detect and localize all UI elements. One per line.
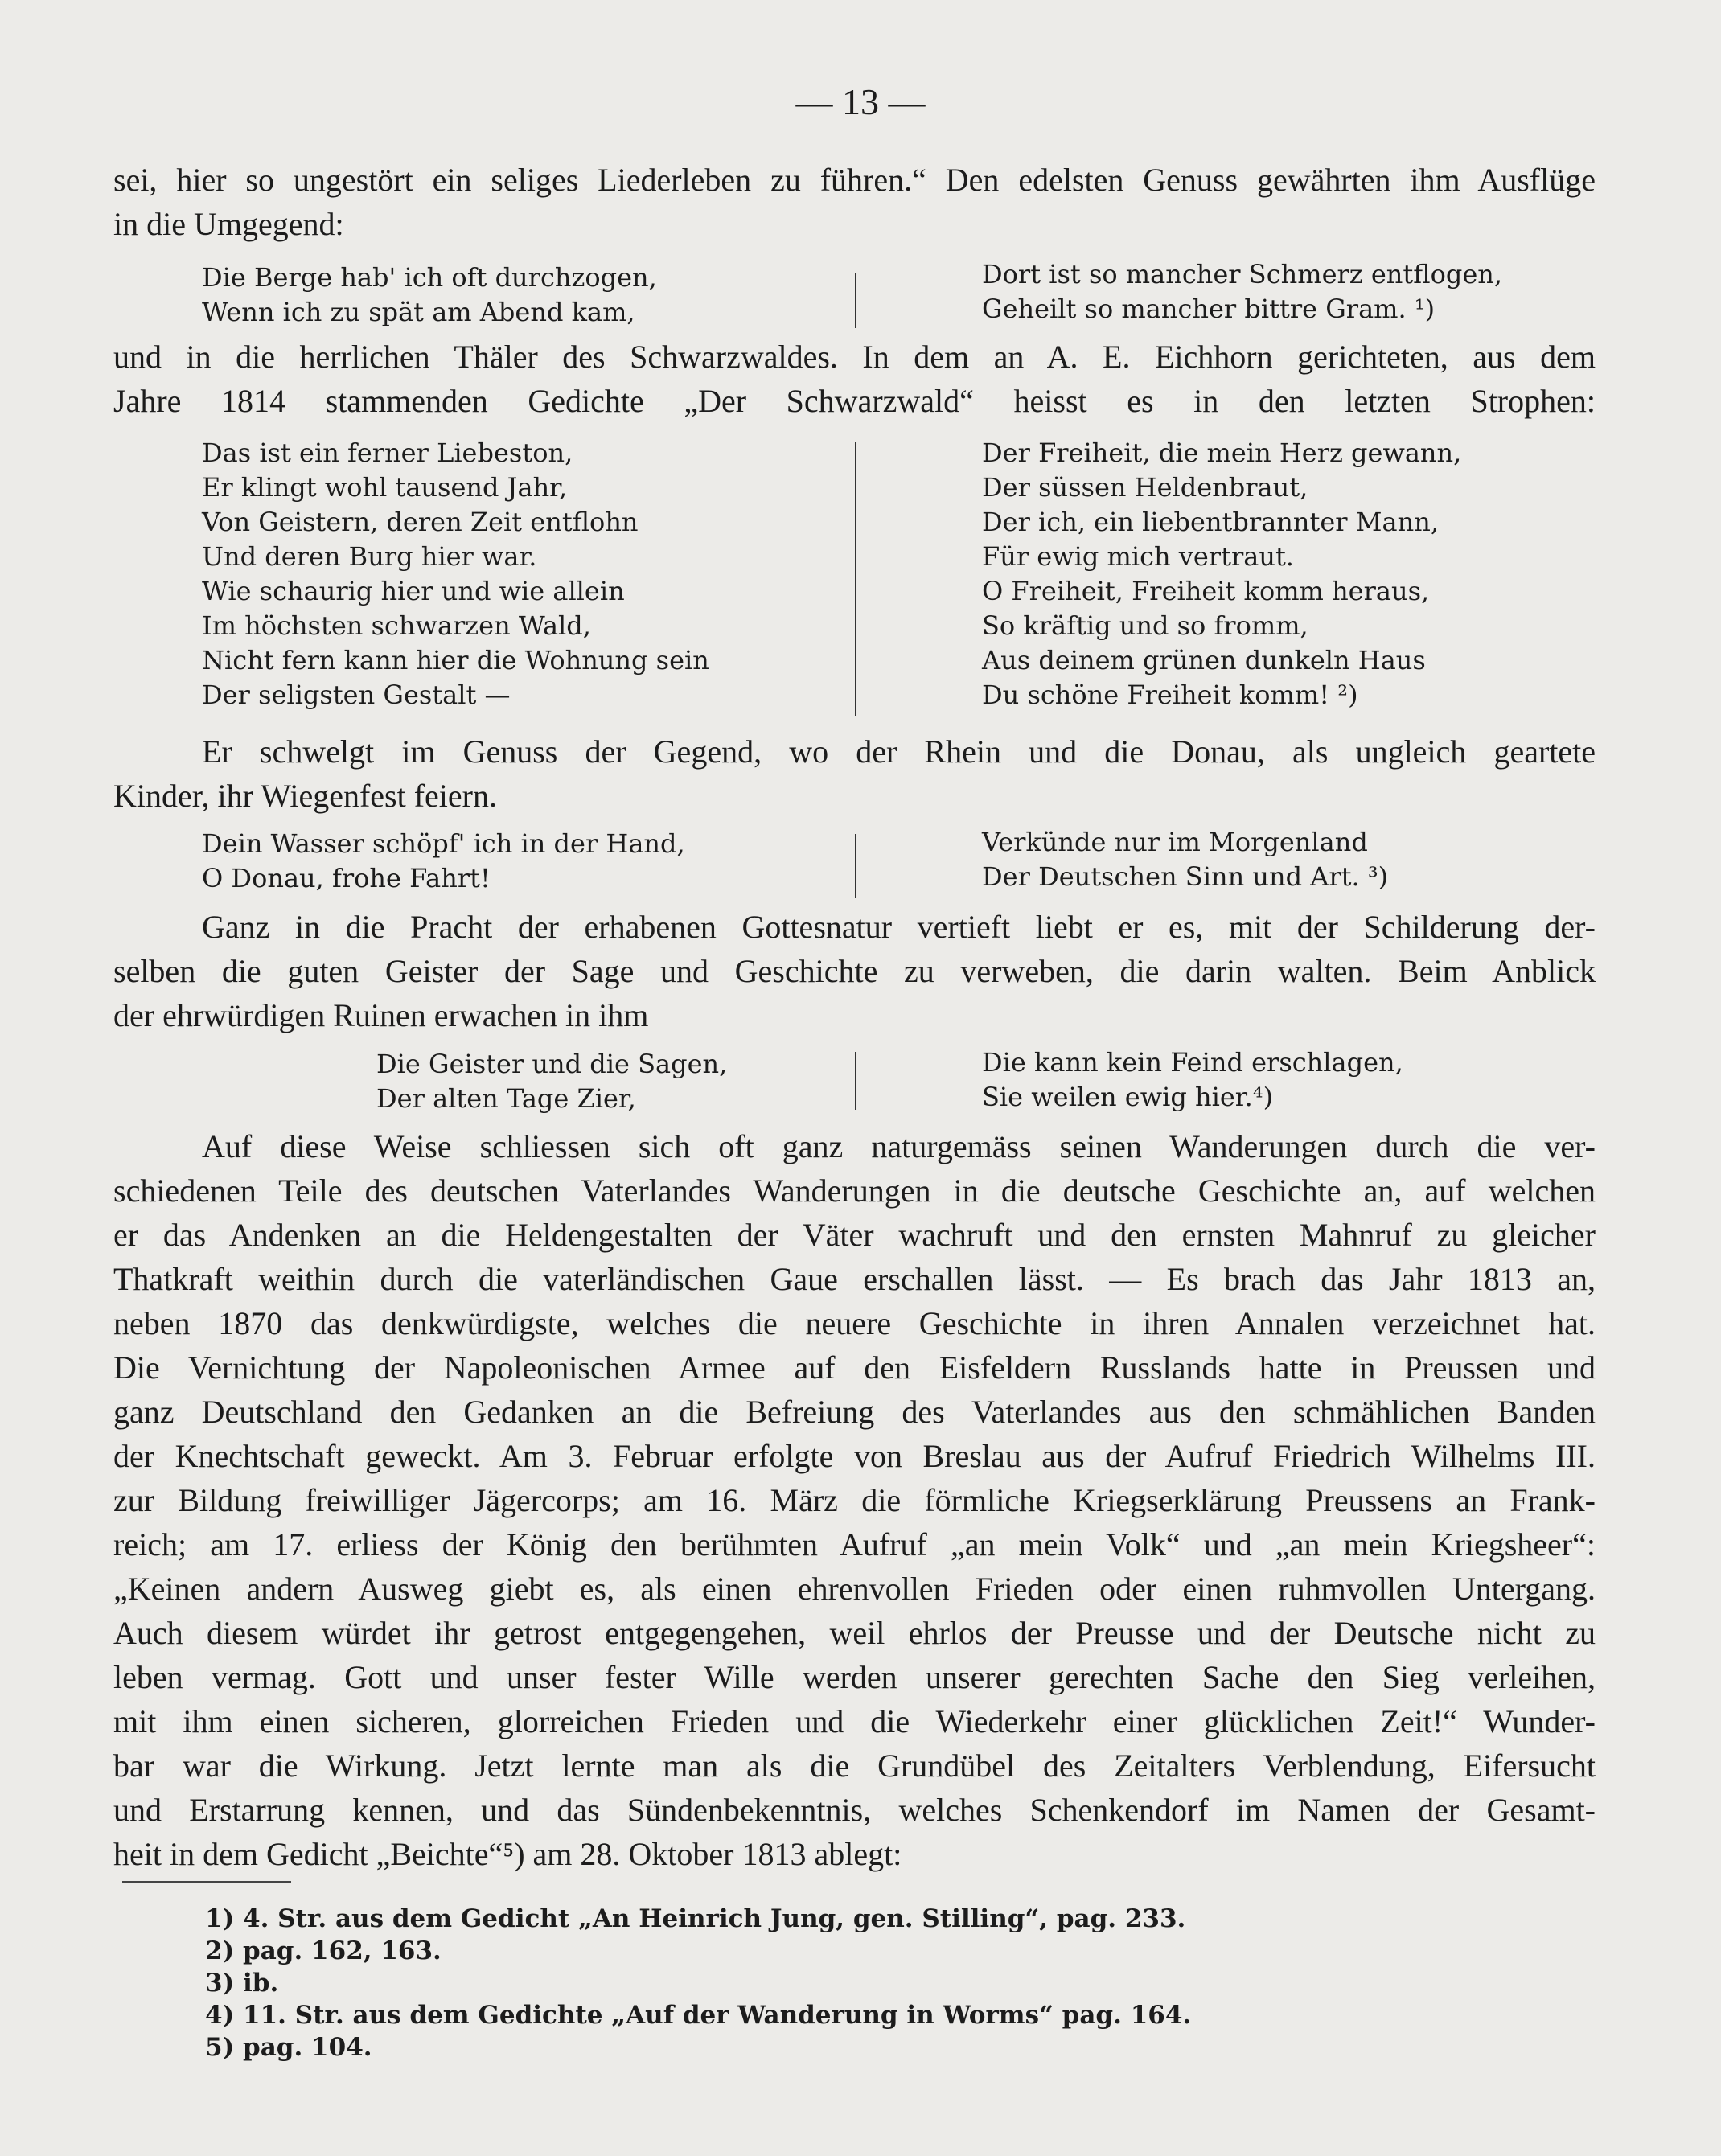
text-line: heit in dem Gedicht „Beichte“⁵) am 28. Oktober 1813 ablegt: <box>113 1836 902 1872</box>
paragraph-3 <box>113 729 1596 818</box>
text-line: schiedenen Teile des deutschen Vaterlandes Wanderungen in die deutsche Geschichte an, auf welchen <box>113 1172 1596 1209</box>
verse-line: Der süssen Heldenbraut, <box>982 472 1308 503</box>
verse-line: Von Geistern, deren Zeit entflohn <box>202 507 639 537</box>
text-line: Auch diesem würdet ihr getrost entgegengehen, weil ehrlos der Preusse und der Deutsche nicht zu <box>113 1615 1596 1651</box>
verse-line: Der Deutschen Sinn und Art. ³) <box>982 861 1389 892</box>
text-line: und in die herrlichen Thäler des Schwarzwaldes. In dem an A. E. Eichhorn gerichteten, aus dem <box>113 339 1596 375</box>
text-line: Er schwelgt im Genuss der Gegend, wo der Rhein und die Donau, als ungleich geartete <box>202 733 1596 770</box>
verse-line: O Donau, frohe Fahrt! <box>202 863 491 893</box>
verse-line: Wenn ich zu spät am Abend kam, <box>202 297 635 327</box>
text-line: sei, hier so ungestört ein seliges Liederleben zu führen.“ Den edelsten Genuss gewährten ihm Ausflüge <box>113 162 1596 198</box>
text-line: in die Umgegend: <box>113 206 344 242</box>
text-line: Die Vernichtung der Napoleonischen Armee auf den Eisfeldern Russlands hatte in Preussen und <box>113 1349 1596 1386</box>
footnote: 3) ib. <box>205 1969 279 1998</box>
verse-line: So kräftig und so fromm, <box>982 610 1308 641</box>
verse-divider <box>855 834 856 898</box>
verse-line: O Freiheit, Freiheit komm heraus, <box>982 576 1430 606</box>
paragraph-4 <box>113 905 1596 1037</box>
verse-line: Wie schaurig hier und wie allein <box>202 576 625 606</box>
verse-line: Die Geister und die Sagen, <box>376 1049 728 1079</box>
verse-line: Das ist ein ferner Liebeston, <box>202 437 573 468</box>
verse-2-left <box>202 436 709 713</box>
text-line: neben 1870 das denkwürdigste, welches die neuere Geschichte in ihren Annalen verzeichnet hat. <box>113 1305 1596 1341</box>
paragraph-5 <box>113 1124 1596 1876</box>
text-line: Auf diese Weise schliessen sich oft ganz naturgemäss seinen Wanderungen durch die ver- <box>202 1128 1596 1164</box>
verse-line: Sie weilen ewig hier.⁴) <box>982 1082 1274 1112</box>
verse-line: Er klingt wohl tausend Jahr, <box>202 472 568 503</box>
footnote: 1) 4. Str. aus dem Gedicht „An Heinrich Jung, gen. Stilling“, pag. 233. <box>205 1904 1186 1933</box>
text-line: bar war die Wirkung. Jetzt lernte man als die Grundübel des Zeitalters Verblendung, Eifersucht <box>113 1747 1596 1784</box>
verse-line: Der alten Tage Zier, <box>376 1083 636 1114</box>
text-line: Thatkraft weithin durch die vaterländischen Gaue erschallen lässt. — Es brach das Jahr 1813 an, <box>113 1261 1596 1297</box>
footnote: 4) 11. Str. aus dem Gedichte „Auf der Wanderung in Worms“ pag. 164. <box>205 2001 1192 2030</box>
text-line: er das Andenken an die Heldengestalten der Väter wachruft und den ernsten Mahnruf zu gleicher <box>113 1217 1596 1253</box>
text-line: Kinder, ihr Wiegenfest feiern. <box>113 778 497 814</box>
verse-3-left <box>202 827 685 896</box>
verse-1-left <box>202 261 657 330</box>
verse-line: Die Berge hab' ich oft durchzogen, <box>202 262 657 293</box>
page-number: — 13 — <box>795 81 926 122</box>
text-line: und Erstarrung kennen, und das Sündenbekenntnis, welches Schenkendorf im Namen der Gesamt- <box>113 1792 1596 1828</box>
verse-line: Aus deinem grünen dunkeln Haus <box>982 645 1426 676</box>
verse-4-right <box>982 1045 1403 1115</box>
verse-4-left <box>376 1047 727 1116</box>
verse-line: Geheilt so mancher bittre Gram. ¹) <box>982 294 1436 324</box>
text-line: reich; am 17. erliess der König den berühmten Aufruf „an mein Volk“ und „an mein Kriegsheer“: <box>113 1526 1596 1563</box>
text-line: mit ihm einen sicheren, glorreichen Frieden und die Wiederkehr einer glücklichen Zeit!“ Wunder- <box>113 1703 1596 1739</box>
verse-line: Dort ist so mancher Schmerz entflogen, <box>982 259 1503 290</box>
verse-line: Der seligsten Gestalt — <box>202 680 511 710</box>
verse-line: Die kann kein Feind erschlagen, <box>982 1047 1403 1078</box>
text-line: zur Bildung freiwilliger Jägercorps; am 16. März die förmliche Kriegserklärung Preussens an Frank- <box>113 1482 1596 1518</box>
verse-line: Und deren Burg hier war. <box>202 541 537 572</box>
text-line: „Keinen andern Ausweg giebt es, als einen ehrenvollen Frieden oder einen ruhmvollen Untergang. <box>113 1571 1596 1607</box>
text-line: selben die guten Geister der Sage und Geschichte zu verweben, die darin walten. Beim Anblick <box>113 953 1596 989</box>
verse-line: Im höchsten schwarzen Wald, <box>202 610 591 641</box>
verse-1-right <box>982 257 1502 326</box>
verse-divider <box>855 1052 856 1110</box>
verse-line: Der Freiheit, die mein Herz gewann, <box>982 437 1462 468</box>
footnotes <box>205 1903 1191 2064</box>
verse-divider <box>855 273 856 328</box>
footnote: 2) pag. 162, 163. <box>205 1936 442 1965</box>
text-line: Ganz in die Pracht der erhabenen Gottesnatur vertieft liebt er es, mit der Schilderung der- <box>202 909 1596 945</box>
verse-line: Dein Wasser schöpf' ich in der Hand, <box>202 828 685 859</box>
text-line: der ehrwürdigen Ruinen erwachen in ihm <box>113 997 649 1033</box>
verse-line: Verkünde nur im Morgenland <box>982 827 1368 857</box>
text-line: leben vermag. Gott und unser fester Wille werden unserer gerechten Sache den Sieg verleihen, <box>113 1659 1596 1695</box>
verse-line: Nicht fern kann hier die Wohnung sein <box>202 645 709 676</box>
text-line: der Knechtschaft geweckt. Am 3. Februar erfolgte von Breslau aus der Aufruf Friedrich Wilhelms III. <box>113 1438 1596 1474</box>
text-line: Jahre 1814 stammenden Gedichte „Der Schwarzwald“ heisst es in den letzten Strophen: <box>113 383 1596 419</box>
verse-line: Der ich, ein liebentbrannter Mann, <box>982 507 1439 537</box>
footnote: 5) pag. 104. <box>205 2033 372 2062</box>
verse-line: Du schöne Freiheit komm! ²) <box>982 680 1358 710</box>
paragraph-1 <box>113 158 1596 246</box>
verse-2-right <box>982 436 1461 713</box>
verse-3-right <box>982 825 1388 894</box>
text-line: ganz Deutschland den Gedanken an die Befreiung des Vaterlandes aus den schmählichen Banden <box>113 1394 1596 1430</box>
verse-line: Für ewig mich vertraut. <box>982 541 1294 572</box>
footnote-rule <box>122 1881 291 1883</box>
verse-divider <box>855 442 856 716</box>
paragraph-2 <box>113 335 1596 423</box>
